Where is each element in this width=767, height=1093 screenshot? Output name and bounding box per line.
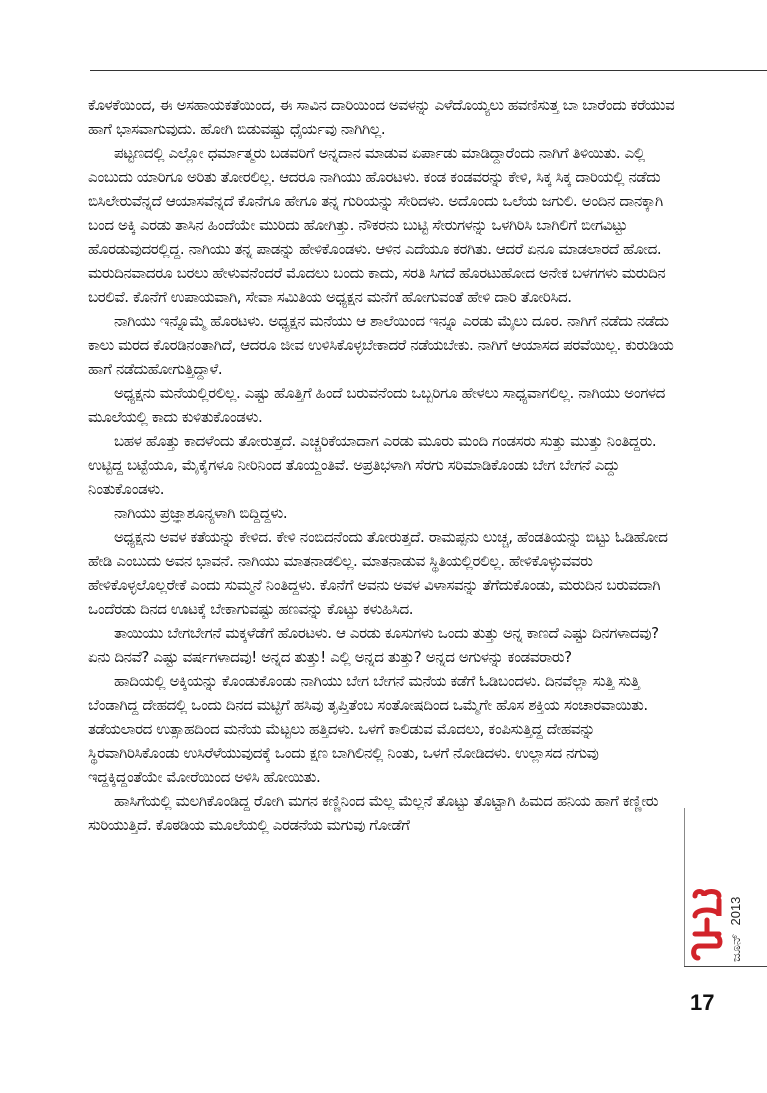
issue-date xyxy=(728,889,744,962)
article-paragraph: ಬಹಳ ಹೊತ್ತು ಕಾದಳೆಂದು ತೋರುತ್ತದೆ. ಎಚ್ಚರಿಕೆಯಾದಾಗ ಎರಡು ಮೂರು ಮಂದಿ ಗಂಡಸರು ಸುತ್ತು ಮುತ್ತು ನಿಂತಿದ್ದರು. ಉಟ್ಟಿದ್ದ ಬಟ್ಟೆಯೂ, ಮೈಕೈಗಳೂ ನೀರಿನಿಂದ ತೊಯ್ದಂತಿವೆ. ಅಪ್ರತಿಭಳಾಗಿ ಸೆರಗು ಸರಿಮಾಡಿಕೊಂಡು ಬೇಗ ಬೇಗನೆ ಎದ್ದು ನಿಂತುಕೊಂಡಳು. xyxy=(88,432,657,498)
page-number-rule xyxy=(684,966,767,967)
header-rule xyxy=(90,70,767,71)
article-paragraph: ಹಾದಿಯಲ್ಲಿ ಅಕ್ಕಿಯನ್ನು ಕೊಂಡುಕೊಂಡು ನಾಗಿಯು ಬೇಗ ಬೇಗನೆ ಮನೆಯ ಕಡೆಗೆ ಓಡಿಬಂದಳು. ದಿನವೆಲ್ಲಾ ಸುತ್ತಿ ಸುತ್ತಿ ಬೆಂಡಾಗಿದ್ದ ದೇಹದಲ್ಲಿ ಒಂದು ದಿನದ ಮಟ್ಟಿಗೆ ಹಸಿವು ತೃಪ್ತಿತೆಂಬ ಸಂತೋಷದಿಂದ ಒಮ್ಮೆಗೇ ಹೊಸ ಶಕ್ತಿಯ ಸಂಚಾರವಾಯಿತು. ತಡೆಯಲಾರದ ಉತ್ಸಾಹದಿಂದ ಮನೆಯ ಮೆಟ್ಟಲು ಹತ್ತಿದಳು. ಒಳಗೆ ಕಾಲಿಡುವ ಮೊದಲು, ಕಂಪಿಸುತ್ತಿದ್ದ ದೇಹವನ್ನು ಸ್ಥಿರವಾಗಿರಿಸಿಕೊಂಡು ಉಸಿರೆಳೆಯುವುದಕ್ಕೆ ಒಂದು ಕ್ಷಣ ಬಾಗಿಲಿನಲ್ಲಿ ನಿಂತು, ಒಳಗೆ ನೋಡಿದಳು. ಉಲ್ಲಾಸದ ನಗುವು ಇದ್ದಕ್ಕಿದ್ದಂತೆಯೇ ಮೋರೆಯಿಂದ ಅಳಿಸಿ ಹೋಯಿತು. xyxy=(88,672,648,786)
issue-month: ಜೂನ್ xyxy=(728,933,743,962)
sidebar-rule xyxy=(684,808,685,966)
magazine-logo xyxy=(690,886,724,962)
issue-year: 2013 xyxy=(728,896,743,926)
article-paragraph: ನಾಗಿಯು ಇನ್ನೊಮ್ಮೆ ಹೊರಟಳು. ಅಧ್ಯಕ್ಷನ ಮನೆಯು ಆ ಶಾಲೆಯಿಂದ ಇನ್ನೂ ಎರಡು ಮೈಲು ದೂರ. ನಾಗಿಗೆ ನಡೆದು ನಡೆದು ಕಾಲು ಮರದ ಕೊರಡಿನಂತಾಗಿದೆ, ಆದರೂ ಜೀವ ಉಳಿಸಿಕೊಳ್ಳಬೇಕಾದರೆ ನಡೆಯಬೇಕು. ನಾಗಿಗೆ ಆಯಾಸದ ಪರವೆಯಿಲ್ಲ. ಕುರುಡಿಯ ಹಾಗೆ ನಡೆದುಹೋಗುತ್ತಿದ್ದಾಳೆ. xyxy=(88,312,674,378)
article-paragraph: ಕೊಳಕೆಯಿಂದ, ಈ ಅಸಹಾಯಕತೆಯಿಂದ, ಈ ಸಾವಿನ ದಾರಿಯಿಂದ ಅವಳನ್ನು ಎಳೆದೊಯ್ಯಲು ಹವಣಿಸುತ್ತ ಬಾ ಬಾರೆಂದು ಕರೆಯುವ ಹಾಗೆ ಭಾಸವಾಗುವುದು. ಹೋಗಿ ಬಿಡುವಷ್ಟು ಧೈರ್ಯವು ನಾಗಿಗಿಲ್ಲ. xyxy=(88,96,675,138)
article-body xyxy=(88,93,676,837)
article-paragraph: ನಾಗಿಯು ಪ್ರಜ್ಞಾಶೂನ್ಯಳಾಗಿ ಬಿದ್ದಿದ್ದಳು. xyxy=(114,504,288,522)
article-paragraph: ಪಟ್ಟಣದಲ್ಲಿ ಎಲ್ಲೋ ಧರ್ಮಾತ್ಮರು ಬಡವರಿಗೆ ಅನ್ನದಾನ ಮಾಡುವ ಏರ್ಪಾಡು ಮಾಡಿದ್ದಾರೆಂದು ನಾಗಿಗೆ ತಿಳಿಯಿತು. ಎಲ್ಲಿ ಎಂಬುದು ಯಾರಿಗೂ ಅರಿತು ತೋರಲಿಲ್ಲ. ಆದರೂ ನಾಗಿಯು ಹೊರಟಳು. ಕಂಡ ಕಂಡವರನ್ನು ಕೇಳಿ, ಸಿಕ್ಕ ಸಿಕ್ಕ ದಾರಿಯಲ್ಲಿ ನಡೆದು ಬಿಸಿಲೇರುವೆನ್ನದೆ ಆಯಾಸವೆನ್ನದೆ ಕೊನೆಗೂ ಹೇಗೂ ತನ್ನ ಗುರಿಯನ್ನು ಸೇರಿದಳು. ಅದೊಂದು ಒಲೆಯ ಜಗುಲಿ. ಅಂದಿನ ದಾನಕ್ಕಾಗಿ ಬಂದ ಅಕ್ಕಿ ಎರಡು ತಾಸಿನ ಹಿಂದೆಯೇ ಮುರಿದು ಹೋಗಿತ್ತು. ನೌಕರನು ಬುಟ್ಟಿ ಸೇರುಗಳನ್ನು ಒಳಗಿರಿಸಿ ಬಾಗಿಲಿಗೆ ಬೀಗವಿಟ್ಟು ಹೊರಡುವುದರಲ್ಲಿದ್ದ. ನಾಗಿಯು ತನ್ನ ಪಾಡನ್ನು ಹೇಳಿಕೊಂಡಳು. ಆಳಿನ ಎದೆಯೂ ಕರಗಿತು. ಆದರೆ ಏನೂ ಮಾಡಲಾರದೆ ಹೋದ. ಮರುದಿನವಾದರೂ ಬರಲು ಹೇಳುವನೆಂದರೆ ಮೊದಲು ಬಂದು ಕಾದು, ಸರತಿ ಸಿಗದೆ ಹೊರಟುಹೋದ ಅನೇಕ ಬಳಗಗಳು ಮರುದಿನ ಬರಲಿವೆ. ಕೊನೆಗೆ ಉಪಾಯವಾಗಿ, ಸೇವಾ ಸಮಿತಿಯ ಅಧ್ಯಕ್ಷನ ಮನೆಗೆ ಹೋಗುವಂತೆ ಹೇಳಿ ದಾರಿ ತೋರಿಸಿದ. xyxy=(88,144,666,306)
article-paragraph: ಅಧ್ಯಕ್ಷನು ಅವಳ ಕತೆಯನ್ನು ಕೇಳಿದ. ಕೇಳಿ ನಂಬಿದನೆಂದು ತೋರುತ್ತದೆ. ರಾಮಪ್ಪನು ಲುಚ್ಚ, ಹೆಂಡತಿಯನ್ನು ಬಿಟ್ಟು ಓಡಿಹೋದ ಹೇಡಿ ಎಂಬುದು ಅವನ ಭಾವನೆ. ನಾಗಿಯು ಮಾತನಾಡಲಿಲ್ಲ. ಮಾತನಾಡುವ ಸ್ಥಿತಿಯಲ್ಲಿರಲಿಲ್ಲ. ಹೇಳಿಕೊಳ್ಳುವವರು ಹೇಳಿಕೊಳ್ಳಲೊಲ್ಲರೇಕೆ ಎಂದು ಸುಮ್ಮನೆ ನಿಂತಿದ್ದಳು. ಕೊನೆಗೆ ಅವನು ಅವಳ ವಿಳಾಸವನ್ನು ತೆಗೆದುಕೊಂಡು, ಮರುದಿನ ಬರುವದಾಗಿ ಒಂದೆರಡು ದಿನದ ಊಟಕ್ಕೆ ಬೇಕಾಗುವಷ್ಟು ಹಣವನ್ನು ಕೊಟ್ಟು ಕಳುಹಿಸಿದ. xyxy=(88,528,668,618)
article-paragraph: ಅಧ್ಯಕ್ಷನು ಮನೆಯಲ್ಲಿರಲಿಲ್ಲ. ಎಷ್ಟು ಹೊತ್ತಿಗೆ ಹಿಂದೆ ಬರುವನೆಂದು ಒಬ್ಬರಿಗೂ ಹೇಳಲು ಸಾಧ್ಯವಾಗಲಿಲ್ಲ. ನಾಗಿಯು ಅಂಗಳದ ಮೂಲೆಯಲ್ಲಿ ಕಾದು ಕುಳಿತುಕೊಂಡಳು. xyxy=(88,384,665,426)
article-paragraph: ಹಾಸಿಗೆಯಲ್ಲಿ ಮಲಗಿಕೊಂಡಿದ್ದ ರೋಗಿ ಮಗನ ಕಣ್ಣಿನಿಂದ ಮೆಲ್ಲ ಮೆಲ್ಲನೆ ತೊಟ್ಟು ತೊಟ್ಟಾಗಿ ಹಿಮದ ಹನಿಯ ಹಾಗೆ ಕಣ್ಣೀರು ಸುರಿಯುತ್ತಿದೆ. ಕೊಠಡಿಯ ಮೂಲೆಯಲ್ಲಿ ಎರಡನೆಯ ಮಗುವು ಗೋಡೆಗೆ xyxy=(88,792,659,834)
page-number: 17 xyxy=(690,990,715,1015)
article-paragraph: ತಾಯಿಯು ಬೇಗಬೇಗನೆ ಮಕ್ಕಳೆಡೆಗೆ ಹೊರಟಳು. ಆ ಎರಡು ಕೂಸುಗಳು ಒಂದು ತುತ್ತು ಅನ್ನ ಕಾಣದೆ ಎಷ್ಟು ದಿನಗಳಾದವು? ಏನು ದಿನವೆ? ಎಷ್ಟು ವರ್ಷಗಳಾದವು! ಅನ್ನದ ತುತ್ತು! ಎಲ್ಲಿ ಅನ್ನದ ತುತ್ತು? ಅನ್ನದ ಅಗುಳನ್ನು ಕಂಡವರಾರು? xyxy=(88,624,659,666)
